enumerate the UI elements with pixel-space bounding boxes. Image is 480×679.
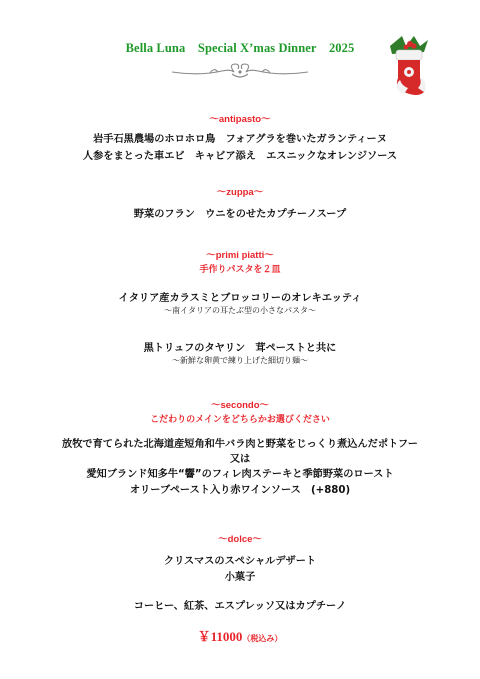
antipasto-line-2: 人参をまとった車エビ キャビア添え エスニックなオレンジソース bbox=[82, 151, 398, 162]
primi-heading: ～primi piatti～ bbox=[206, 250, 274, 261]
zuppa-line-1: 野菜のフラン ウニをのせたカプチーノスープ bbox=[133, 209, 347, 220]
ornament-divider bbox=[170, 60, 310, 82]
antipasto-line-1: 岩手石黒農場のホロホロ鳥 フォアグラを巻いたガランティーヌ bbox=[93, 134, 387, 145]
secondo-or: 又は bbox=[229, 454, 251, 465]
primi-dish-1: イタリア産カラスミとブロッコリーのオレキエッティ bbox=[118, 293, 362, 304]
primi-dish-1-note: ～南イタリアの耳たぶ型の小さなパスタ～ bbox=[164, 306, 316, 315]
price-tax-note: （税込み） bbox=[242, 634, 283, 643]
dolce-heading: ～dolce～ bbox=[218, 534, 262, 545]
dolce-line-1: クリスマスのスペシャルデザート bbox=[163, 556, 317, 567]
secondo-line-3: オリーブペースト入り赤ワインソース (+880) bbox=[129, 485, 351, 496]
christmas-stocking-icon bbox=[384, 32, 432, 100]
primi-dish-2-note: ～新鮮な卵黄で練り上げた細切り麺～ bbox=[172, 356, 308, 365]
primi-dish-2: 黒トリュフのタヤリン 茸ペーストと共に bbox=[143, 343, 337, 354]
primi-subheading: 手作りパスタを２皿 bbox=[199, 265, 281, 275]
antipasto-heading: ～antipasto～ bbox=[209, 114, 271, 125]
price bbox=[0, 626, 480, 646]
zuppa-heading: ～zuppa～ bbox=[216, 187, 264, 198]
secondo-line-2: 愛知ブランド知多牛“響”のフィレ肉ステーキと季節野菜のロースト bbox=[86, 469, 394, 480]
secondo-subheading: こだわりのメインをどちらかお選びください bbox=[150, 415, 330, 425]
dolce-drinks: コーヒー、紅茶、エスプレッソ又はカプチーノ bbox=[133, 601, 347, 612]
dolce-line-2: 小菓子 bbox=[224, 572, 256, 583]
secondo-line-1: 放牧で育てられた北海道産短角和牛バラ肉と野菜をじっくり煮込んだポトフー bbox=[62, 439, 418, 450]
secondo-heading: ～secondo～ bbox=[210, 400, 270, 411]
price-amount: ￥11000 bbox=[197, 629, 243, 644]
menu-title: Bella Luna Special X’mas Dinner 2025 bbox=[125, 41, 355, 55]
